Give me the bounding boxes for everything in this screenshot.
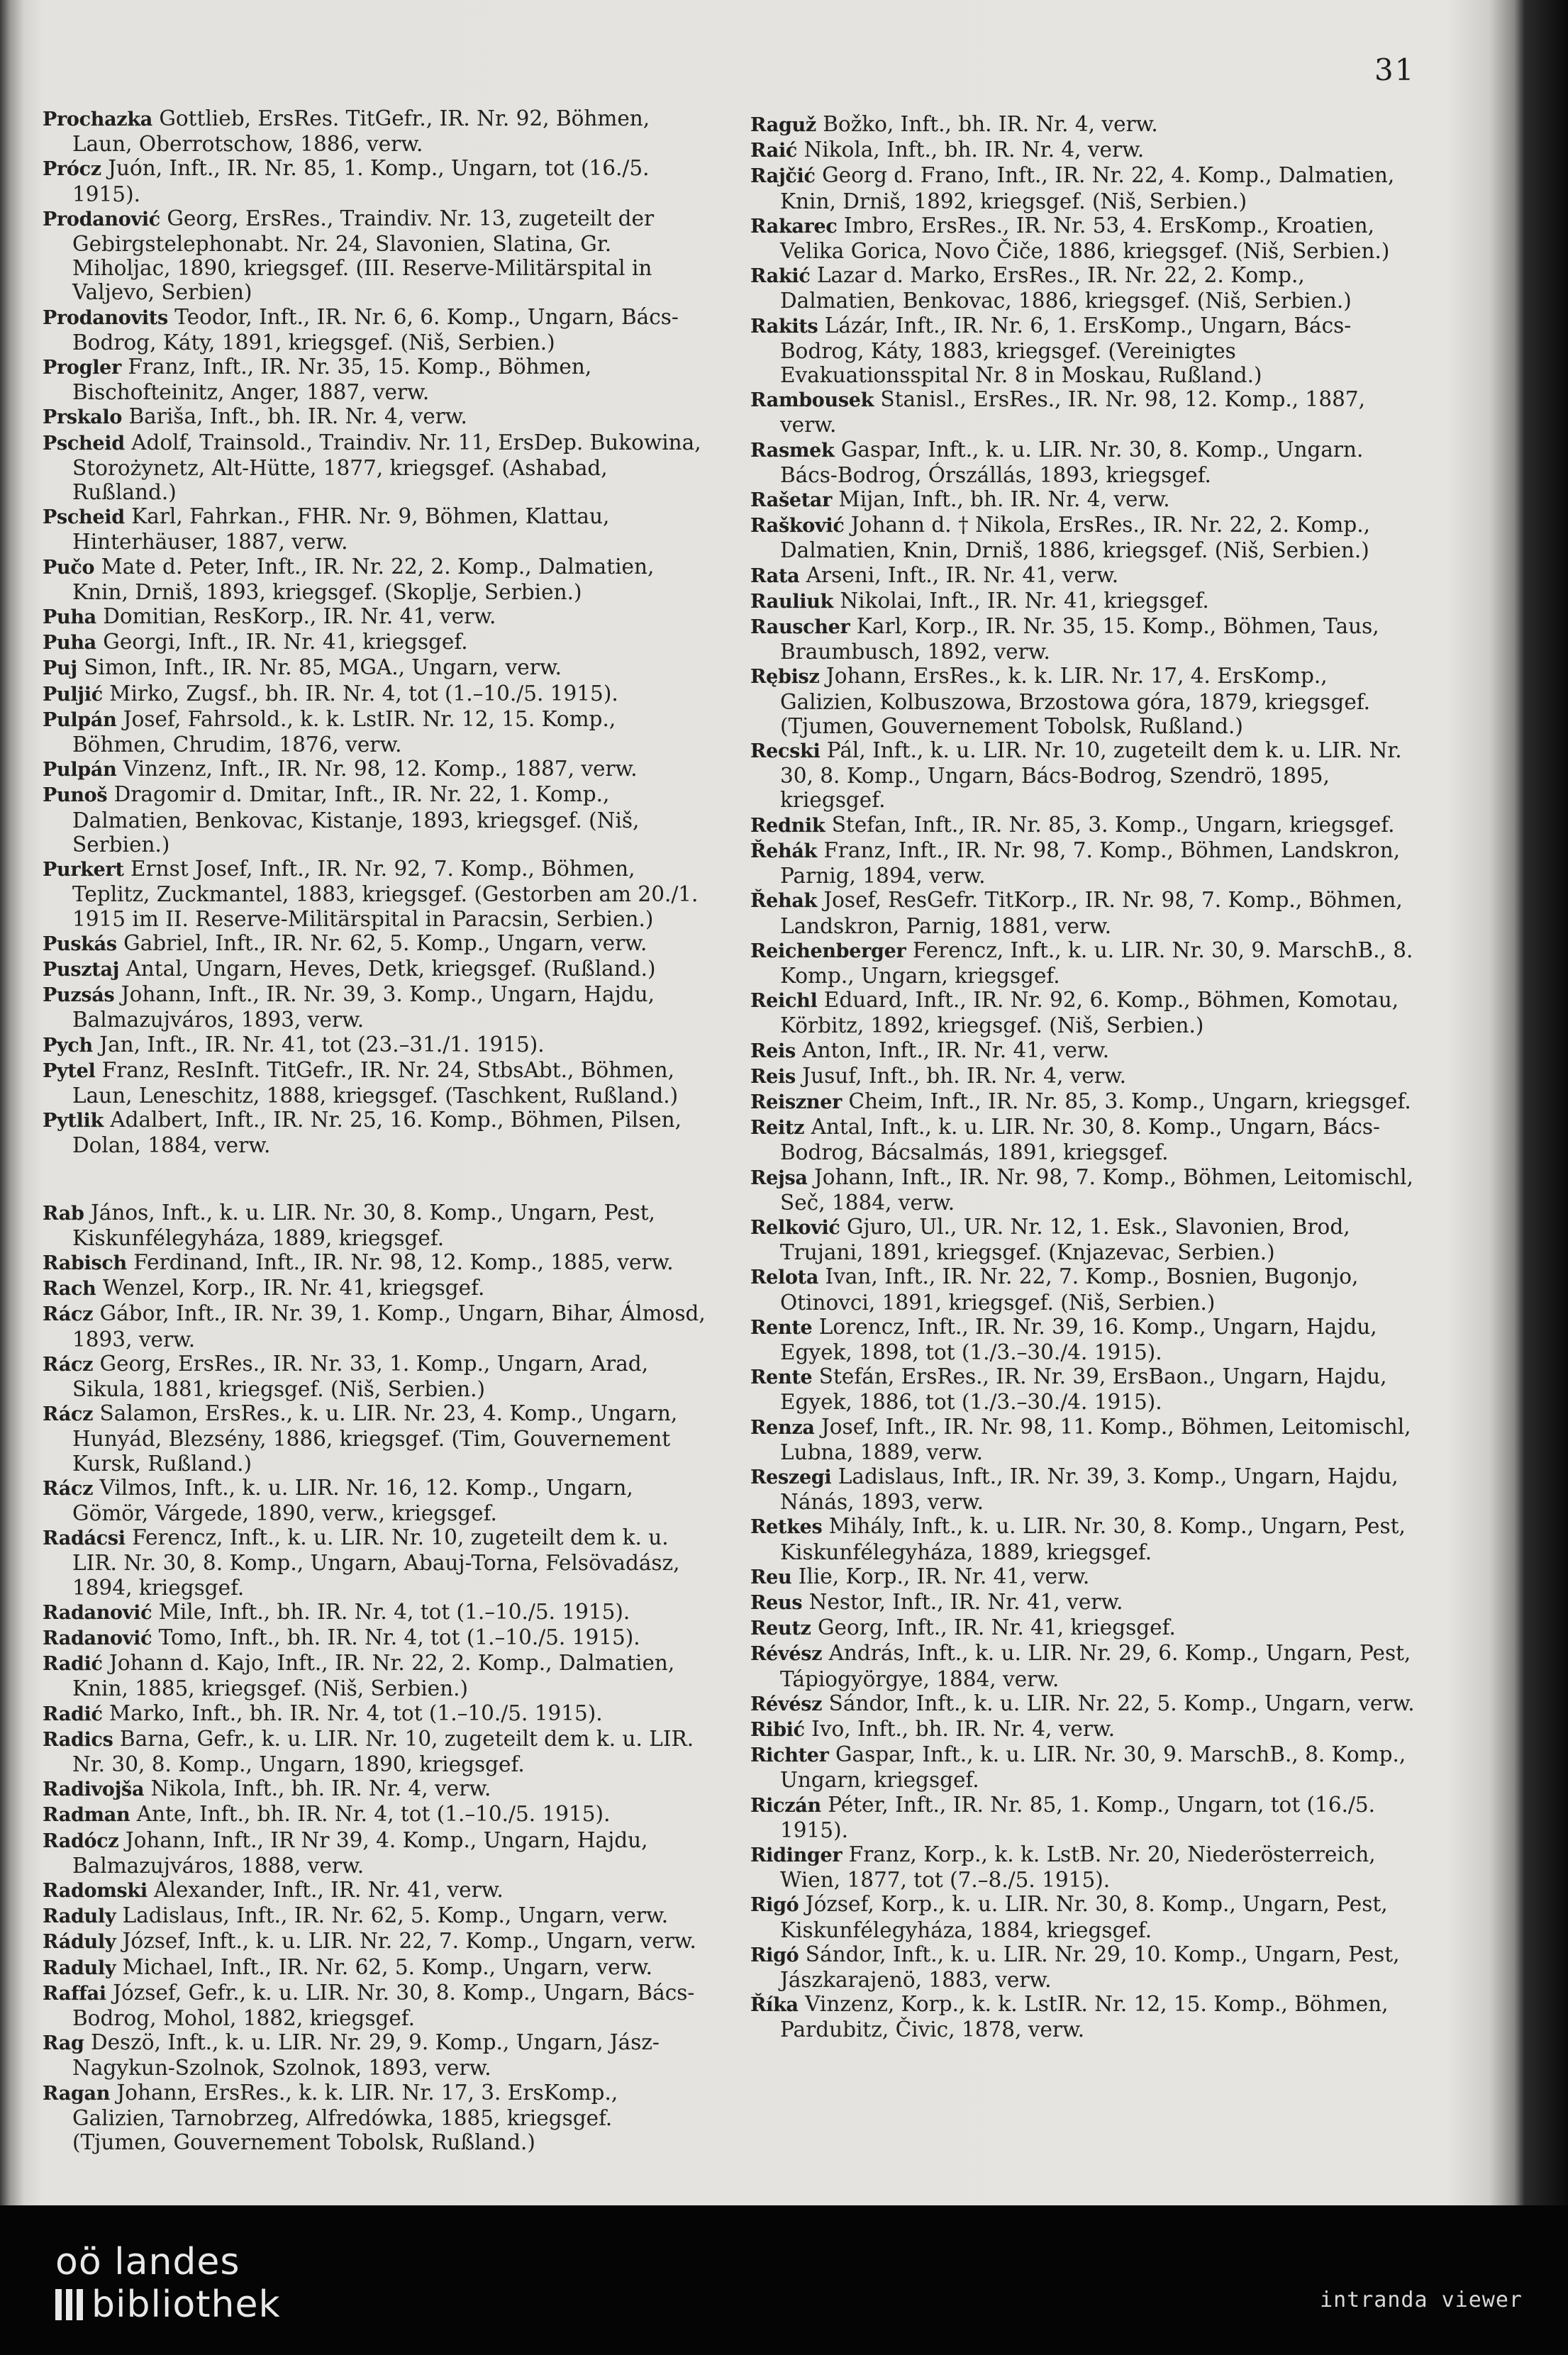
register-entry (43, 931, 713, 957)
entry-details: Sándor, Inft., k. u. LIR. Nr. 29, 10. Komp., Ungarn, Pest, Jászkarajenö, 1883, verw. (780, 1942, 1400, 1993)
entry-details: Dragomir d. Dmitar, Inft., IR. Nr. 22, 1. Komp., Dalmatien, Benkovac, Kistanje, 1893, kriegsgef. (Niš, Serbien.) (72, 782, 640, 857)
entry-surname: Richter (750, 1744, 829, 1767)
entry-details: Barna, Gefr., k. u. LIR. Nr. 10, zugeteilt dem k. u. LIR. Nr. 30, 8. Komp., Ungarn, 1890, kriegsgef. (72, 1726, 694, 1776)
register-entry (750, 1115, 1420, 1164)
entry-surname: Reus (750, 1591, 803, 1614)
entry-details: Ernst Josef, Inft., IR. Nr. 92, 7. Komp., Böhmen, Teplitz, Zuckmantel, 1883, kriegsgef. (Gestorben am 20./1. 1915 im II. Reserve-Militärspital in Paracsin, Serbien.) (72, 857, 699, 931)
entry-surname: Rakits (750, 315, 818, 338)
entry-surname: Pych (43, 1034, 93, 1057)
entry-details: Péter, Inft., IR. Nr. 85, 1. Komp., Ungarn, tot (16./5. 1915). (780, 1792, 1376, 1842)
entry-surname: Rácz (43, 1403, 94, 1426)
entry-surname: Rauscher (750, 616, 850, 639)
entry-details: Juón, Inft., IR. Nr. 85, 1. Komp., Ungarn, tot (16./5. 1915). (72, 156, 650, 206)
entry-surname: Puzsás (43, 984, 115, 1007)
entry-surname: Prskalo (43, 406, 123, 429)
register-entry (43, 604, 713, 630)
right-column (750, 112, 1420, 2042)
entry-surname: Pytlik (43, 1110, 104, 1132)
entry-details: Georg d. Frano, Inft., IR. Nr. 22, 4. Komp., Dalmatien, Knin, Drniš, 1892, kriegsgef. (Niš, Serbien.) (780, 163, 1395, 213)
entry-details: Vilmos, Inft., k. u. LIR. Nr. 16, 12. Komp., Ungarn, Gömör, Várgede, 1890, verw., kriegsgef. (72, 1475, 633, 1525)
register-entry (43, 1955, 713, 1981)
entry-details: Georgi, Inft., IR. Nr. 41, kriegsgef. (103, 630, 468, 655)
entry-details: Mijan, Inft., bh. IR. Nr. 4, verw. (838, 487, 1170, 512)
entry-details: Ferencz, Inft., k. u. LIR. Nr. 30, 9. MarschB., 8. Komp., Ungarn, kriegsgef. (780, 937, 1413, 988)
entry-surname: Radivojša (43, 1778, 145, 1801)
register-entry (43, 2081, 713, 2155)
register-entry (750, 1089, 1420, 1115)
entry-surname: Prócz (43, 158, 101, 181)
register-entry (750, 1464, 1420, 1514)
entry-details: Ante, Inft., bh. IR. Nr. 4, tot (1.–10./5. 1915). (136, 1802, 611, 1827)
entry-surname: Rácz (43, 1353, 94, 1376)
entry-details: Simon, Inft., IR. Nr. 85, MGA., Ungarn, verw. (84, 655, 562, 680)
register-entry (750, 1514, 1420, 1564)
register-entry (43, 1651, 713, 1700)
entry-surname: Purkert (43, 859, 124, 881)
entry-surname: Rácz (43, 1477, 94, 1500)
register-entry (43, 655, 713, 681)
entry-surname: Rabisch (43, 1252, 127, 1274)
entry-details: Johann, Inft., IR Nr 39, 4. Komp., Ungarn, Hajdu, Balmazujváros, 1888, verw. (72, 1827, 648, 1878)
entry-details: Nestor, Inft., IR. Nr. 41, verw. (808, 1589, 1123, 1614)
register-entry (43, 1727, 713, 1776)
register-entry (750, 1415, 1420, 1464)
entry-details: Gottlieb, ErsRes. TitGefr., IR. Nr. 92, Böhmen, Laun, Oberrotschow, 1886, verw. (72, 106, 650, 157)
register-entry (43, 1352, 713, 1401)
register-entry (750, 1315, 1420, 1364)
entry-surname: Puskás (43, 932, 117, 955)
entry-details: Antal, Ungarn, Heves, Detk, kriegsgef. (Rußland.) (126, 956, 656, 981)
register-entry (750, 1842, 1420, 1892)
entry-details: Stefan, Inft., IR. Nr. 85, 3. Komp., Ungarn, kriegsgef. (831, 812, 1395, 837)
entry-surname: Ráduly (43, 1931, 116, 1954)
entry-surname: Révész (750, 1643, 823, 1666)
page-number: 31 (1374, 52, 1416, 87)
entry-details: Josef, Fahrsold., k. k. LstIR. Nr. 12, 15. Komp., Böhmen, Chrudim, 1876, verw. (72, 706, 616, 757)
entry-details: Gaspar, Inft., k. u. LIR. Nr. 30, 9. MarschB., 8. Komp., Ungarn, kriegsgef. (780, 1742, 1406, 1793)
entry-surname: Relota (750, 1266, 819, 1289)
entry-details: Gábor, Inft., IR. Nr. 39, 1. Komp., Ungarn, Bihar, Álmosd, 1893, verw. (72, 1301, 706, 1352)
logo-bars-icon (55, 2289, 83, 2320)
entry-details: Anton, Inft., IR. Nr. 41, verw. (802, 1037, 1110, 1062)
entry-surname: Reu (750, 1566, 792, 1588)
entry-surname: Rajčić (750, 165, 816, 188)
entry-surname: Puha (43, 632, 96, 655)
entry-details: József, Gefr., k. u. LIR. Nr. 30, 8. Komp., Ungarn, Bács-Bodrog, Mohol, 1882, kriegsgef. (72, 1980, 695, 2031)
entry-surname: Rigó (750, 1944, 799, 1966)
logo-row (55, 2283, 281, 2326)
entry-details: Johann, ErsRes., k. k. LIR. Nr. 17, 4. ErsKomp., Galizien, Kolbuszowa, Brzostowa góra, 1879, kriegsgef. (Tjumen, Gouvernement Tobolsk, Rußland.) (780, 664, 1371, 738)
register-entry (750, 1564, 1420, 1590)
entry-surname: Rach (43, 1278, 96, 1301)
entry-surname: Radácsi (43, 1527, 126, 1550)
register-entry (750, 1615, 1420, 1641)
register-entry (750, 813, 1420, 838)
entry-details: Arseni, Inft., IR. Nr. 41, verw. (806, 562, 1119, 587)
entry-surname: Pulpán (43, 708, 117, 731)
register-entry (750, 138, 1420, 163)
register-entry (43, 982, 713, 1032)
register-entry (43, 430, 713, 505)
entry-surname: Prodanovits (43, 306, 168, 329)
entry-surname: Rab (43, 1202, 84, 1225)
register-entry (43, 630, 713, 655)
entry-surname: Rente (750, 1366, 813, 1389)
entry-details: Johann, ErsRes., k. k. LIR. Nr. 17, 3. ErsKomp., Galizien, Tarnobrzeg, Alfredówka, 1885, kriegsgef. (Tjumen, Gouvernement Tobolsk, Rußland.) (72, 2080, 618, 2155)
register-entry (750, 1264, 1420, 1314)
entry-details: Jusuf, Inft., bh. IR. Nr. 4, verw. (802, 1063, 1126, 1088)
register-entry (43, 1802, 713, 1827)
entry-surname: Raduly (43, 1905, 116, 1928)
register-entry (43, 305, 713, 355)
entry-surname: Radócz (43, 1830, 119, 1852)
entry-details: Božko, Inft., bh. IR. Nr. 4, verw. (823, 112, 1158, 136)
entry-details: Antal, Inft., k. u. LIR. Nr. 30, 8. Komp., Ungarn, Bács-Bodrog, Bácsalmás, 1891, kriegsgef. (780, 1115, 1380, 1165)
entry-details: Ferencz, Inft., k. u. LIR. Nr. 10, zugeteilt dem k. u. LIR. Nr. 30, 8. Komp., Ungarn, Abauj-Torna, Felsövadász, 1894, kriegsgef. (72, 1525, 680, 1600)
register-entry (750, 938, 1420, 988)
register-entry (43, 1776, 713, 1802)
entry-details: Johann d. † Nikola, ErsRes., IR. Nr. 22, 2. Komp., Dalmatien, Knin, Drniš, 1886, kriegsgef. (Niš, Serbien.) (780, 513, 1371, 563)
entry-surname: Pscheid (43, 506, 125, 529)
entry-details: Ivan, Inft., IR. Nr. 22, 7. Komp., Bosnien, Bugonjo, Otinovci, 1891, kriegsgef. (Niš, Serbien.) (780, 1264, 1359, 1315)
entry-details: Stanisl., ErsRes., IR. Nr. 98, 12. Komp., 1887, verw. (780, 387, 1366, 438)
entry-surname: Reis (750, 1065, 796, 1088)
entry-details: Franz, ResInft. TitGefr., IR. Nr. 24, StbsAbt., Böhmen, Laun, Leneschitz, 1888, kriegsgef. (Taschkent, Rußland.) (72, 1057, 679, 1108)
entry-surname: Pulpán (43, 759, 117, 781)
page-edge (1525, 0, 1568, 2205)
entry-surname: Rigó (750, 1894, 799, 1917)
entry-surname: Radics (43, 1728, 113, 1751)
entry-surname: Pytel (43, 1059, 96, 1082)
entry-surname: Ragan (43, 2082, 111, 2105)
left-column (43, 106, 713, 2154)
entry-details: Franz, Inft., IR. Nr. 35, 15. Komp., Böhmen, Bischofteinitz, Anger, 1887, verw. (72, 355, 592, 405)
entry-details: Ilie, Korp., IR. Nr. 41, verw. (798, 1564, 1090, 1588)
register-entry (750, 738, 1420, 813)
entry-details: Eduard, Inft., IR. Nr. 92, 6. Komp., Böhmen, Komotau, Körbitz, 1892, kriegsgef. (Niš, Serbien.) (780, 988, 1399, 1038)
register-entry (43, 1201, 713, 1250)
entry-surname: Riczán (750, 1794, 821, 1817)
register-entry (43, 1058, 713, 1108)
entry-surname: Reichl (750, 990, 818, 1013)
entry-details: Nikola, Inft., bh. IR. Nr. 4, verw. (804, 138, 1145, 162)
register-entry (43, 707, 713, 757)
entry-surname: Rębisz (750, 666, 820, 689)
entry-surname: Říka (750, 1994, 799, 2017)
register-entry (750, 1641, 1420, 1691)
entry-surname: Reis (750, 1040, 796, 1062)
register-entry (43, 1903, 713, 1929)
entry-details: Cheim, Inft., IR. Nr. 85, 3. Komp., Ungarn, kriegsgef. (848, 1089, 1411, 1113)
register-entry (750, 563, 1420, 589)
register-entry (750, 163, 1420, 213)
register-entry (43, 1878, 713, 1903)
register-entry (750, 1717, 1420, 1742)
entry-details: Lorencz, Inft., IR. Nr. 39, 16. Komp., Ungarn, Hajdu, Egyek, 1898, tot (1./3.–30./4. 1915). (780, 1314, 1377, 1364)
entry-details: Lázár, Inft., IR. Nr. 6, 1. ErsKomp., Ungarn, Bács-Bodrog, Káty, 1883, kriegsgef. (Vereinigtes Evakuationsspital Nr. 8 in Moskau, Rußland.) (780, 313, 1352, 388)
register-entry (750, 313, 1420, 388)
entry-details: Karl, Fahrkan., FHR. Nr. 9, Böhmen, Klattau, Hinterhäuser, 1887, verw. (72, 504, 610, 555)
entry-surname: Rašetar (750, 489, 833, 512)
entry-details: Ferdinand, Inft., IR. Nr. 98, 12. Komp., 1885, verw. (133, 1249, 674, 1274)
register-entry (43, 782, 713, 857)
register-entry (43, 504, 713, 554)
entry-surname: Prochazka (43, 108, 152, 130)
entry-details: Alexander, Inft., IR. Nr. 41, verw. (154, 1878, 504, 1903)
register-entry (750, 614, 1420, 664)
logo-text-line2: bibliothek (91, 2283, 281, 2326)
register-entry (43, 1625, 713, 1651)
register-entry (43, 355, 713, 404)
entry-surname: Rašković (750, 515, 845, 538)
entry-surname: Raffai (43, 1982, 106, 2005)
entry-surname: Raić (750, 140, 798, 162)
register-entry (43, 2030, 713, 2080)
entry-surname: Révész (750, 1693, 823, 1715)
entry-surname: Reutz (750, 1618, 811, 1640)
entry-surname: Rente (750, 1316, 813, 1339)
entry-details: Nikola, Inft., bh. IR. Nr. 4, verw. (150, 1776, 491, 1801)
register-entry (750, 664, 1420, 738)
entry-surname: Punoš (43, 784, 108, 807)
entry-details: József, Inft., k. u. LIR. Nr. 22, 7. Komp., Ungarn, verw. (122, 1929, 696, 1954)
entry-details: Josef, ResGefr. TitKorp., IR. Nr. 98, 7. Komp., Böhmen, Landskron, Parnig, 1881, verw. (780, 888, 1403, 938)
register-entry (750, 1691, 1420, 1717)
entry-surname: Radić (43, 1653, 103, 1676)
entry-details: Johann, Inft., IR. Nr. 39, 3. Komp., Ungarn, Hajdu, Balmazujváros, 1893, verw. (72, 982, 655, 1032)
entry-surname: Pscheid (43, 432, 125, 455)
viewer-brand-label[interactable]: intranda viewer (1320, 2288, 1523, 2312)
entry-details: Mate d. Peter, Inft., IR. Nr. 22, 2. Komp., Dalmatien, Knin, Drniš, 1893, kriegsgef. (Skoplje, Serbien.) (72, 554, 655, 604)
entry-surname: Ridinger (750, 1844, 843, 1867)
register-entry (750, 1590, 1420, 1615)
entry-details: Pál, Inft., k. u. LIR. Nr. 10, zugeteilt dem k. u. LIR. Nr. 30, 8. Komp., Ungarn, Bács-Bodrog, Szendrö, 1895, kriegsgef. (780, 738, 1402, 813)
entry-surname: Raduly (43, 1956, 116, 1979)
entry-surname: Retkes (750, 1516, 823, 1539)
entry-details: Georg, Inft., IR. Nr. 41, kriegsgef. (817, 1615, 1176, 1640)
register-entry (750, 1038, 1420, 1064)
entry-details: János, Inft., k. u. LIR. Nr. 30, 8. Komp., Ungarn, Pest, Kiskunfélegyháza, 1889, kriegsgef. (72, 1200, 655, 1250)
register-entry (750, 988, 1420, 1037)
entry-surname: Radman (43, 1804, 130, 1827)
entry-details: Karl, Korp., IR. Nr. 35, 15. Komp., Böhmen, Taus, Braumbusch, 1892, verw. (780, 614, 1379, 664)
entry-surname: Progler (43, 357, 121, 379)
entry-details: Mihály, Inft., k. u. LIR. Nr. 30, 8. Komp., Ungarn, Pest, Kiskunfélegyháza, 1889, kriegsgef. (780, 1514, 1406, 1564)
entry-details: Stefán, ErsRes., IR. Nr. 39, ErsBaon., Ungarn, Hajdu, Egyek, 1886, tot (1./3.–30./4. 1915). (780, 1364, 1387, 1415)
entry-surname: Ribić (750, 1719, 805, 1741)
entry-details: Jan, Inft., IR. Nr. 41, tot (23.–31./1. 1915). (99, 1032, 545, 1057)
entry-surname: Rata (750, 564, 800, 587)
entry-surname: Radomski (43, 1880, 148, 1903)
register-entry (43, 1301, 713, 1351)
register-entry (750, 1992, 1420, 2042)
entry-details: Vinzenz, Inft., IR. Nr. 98, 12. Komp., 1887, verw. (123, 757, 638, 781)
register-entry (43, 1276, 713, 1301)
entry-details: Georg, ErsRes., IR. Nr. 33, 1. Komp., Ungarn, Arad, Sikula, 1881, kriegsgef. (Niš, Serbien.) (72, 1351, 649, 1401)
register-entry (43, 1401, 713, 1476)
entry-details: Johann, Inft., IR. Nr. 98, 7. Komp., Böhmen, Leitomischl, Seč, 1884, verw. (780, 1164, 1413, 1215)
entry-surname: Puj (43, 657, 77, 680)
entry-details: József, Korp., k. u. LIR. Nr. 30, 8. Komp., Ungarn, Pest, Kiskunfélegyháza, 1884, kriegsgef. (780, 1892, 1388, 1942)
register-entry (750, 263, 1420, 313)
entry-details: Nikolai, Inft., IR. Nr. 41, kriegsgef. (840, 588, 1209, 613)
entry-details: Imbro, ErsRes., IR. Nr. 53, 4. ErsKomp., Kroatien, Velika Gorica, Novo Čiče, 1886, kriegsgef. (Niš, Serbien.) (780, 213, 1390, 264)
register-entry (43, 957, 713, 982)
entry-details: Adalbert, Inft., IR. Nr. 25, 16. Komp., Böhmen, Pilsen, Dolan, 1884, verw. (72, 1108, 682, 1158)
entry-details: Gabriel, Inft., IR. Nr. 62, 5. Komp., Ungarn, verw. (123, 930, 647, 955)
register-entry (43, 1929, 713, 1954)
entry-details: Mirko, Zugsf., bh. IR. Nr. 4, tot (1.–10./5. 1915). (109, 681, 618, 706)
entry-details: Johann d. Kajo, Inft., IR. Nr. 22, 2. Komp., Dalmatien, Knin, 1885, kriegsgef. (Niš, Serbien.) (72, 1651, 675, 1701)
register-entry (43, 404, 713, 430)
entry-details: Adolf, Trainsold., Traindiv. Nr. 11, ErsDep. Bukowina, Storożynetz, Alt-Hütte, 1877, kriegsgef. (Ashabad, Rußland.) (72, 430, 701, 505)
entry-surname: Reszegi (750, 1466, 832, 1488)
entry-surname: Rakić (750, 265, 811, 288)
entry-details: Bariša, Inft., bh. IR. Nr. 4, verw. (128, 404, 467, 429)
entry-surname: Reichenberger (750, 940, 906, 962)
entry-surname: Relković (750, 1216, 840, 1239)
register-entry (750, 1942, 1420, 1992)
entry-details: Tomo, Inft., bh. IR. Nr. 4, tot (1.–10./5. 1915). (158, 1625, 640, 1649)
register-entry (750, 387, 1420, 437)
entry-surname: Reitz (750, 1117, 805, 1140)
register-entry (750, 589, 1420, 614)
register-entry (750, 213, 1420, 263)
entry-details: Georg, ErsRes., Traindiv. Nr. 13, zugeteilt der Gebirgstelephonabt. Nr. 24, Slavonien, Slatina, Gr. Miholjac, 1890, kriegsgef. (III. Reserve-Militärspital in Valjevo, Serbien) (72, 206, 655, 305)
register-entry (750, 112, 1420, 138)
register-entry (43, 1600, 713, 1625)
register-entry (43, 1108, 713, 1157)
logo-text-line1: oö landes (55, 2241, 240, 2283)
entry-details: Gjuro, Ul., UR. Nr. 12, 1. Esk., Slavonien, Brod, Trujani, 1891, kriegsgef. (Knjazevac, Serbien.) (780, 1214, 1350, 1265)
entry-surname: Rednik (750, 814, 825, 837)
entry-surname: Pučo (43, 556, 95, 579)
library-logo[interactable] (55, 2241, 281, 2326)
entry-surname: Reiszner (750, 1091, 843, 1113)
register-entry (750, 888, 1420, 937)
entry-surname: Řehák (750, 840, 817, 862)
register-entry (750, 1892, 1420, 1942)
register-entry (750, 1165, 1420, 1215)
entry-surname: Rag (43, 2032, 84, 2055)
register-entry (43, 1250, 713, 1276)
register-entry (43, 1981, 713, 2030)
register-entry (43, 555, 713, 604)
entry-surname: Puha (43, 606, 96, 629)
entry-surname: Rasmek (750, 439, 835, 462)
register-entry (43, 106, 713, 156)
register-entry (43, 857, 713, 931)
register-entry (43, 206, 713, 305)
entry-details: Ladislaus, Inft., IR. Nr. 39, 3. Komp., Ungarn, Hajdu, Nánás, 1893, verw. (780, 1464, 1399, 1515)
section-gap (43, 1158, 713, 1201)
entry-surname: Radanović (43, 1627, 152, 1649)
entry-surname: Radanović (43, 1601, 152, 1624)
entry-surname: Raguž (750, 114, 816, 136)
entry-details: Gaspar, Inft., k. u. LIR. Nr. 30, 8. Komp., Ungarn. Bács-Bodrog, Órszállás, 1893, kriegsgef. (780, 437, 1364, 487)
entry-details: Salamon, ErsRes., k. u. LIR. Nr. 23, 4. Komp., Ungarn, Hunyád, Blezsény, 1886, kriegsgef. (Tim, Gouvernement Kursk, Rußland.) (72, 1401, 678, 1476)
register-entry (750, 1064, 1420, 1089)
entry-details: Ivo, Inft., bh. IR. Nr. 4, verw. (811, 1717, 1116, 1741)
entry-surname: Pusztaj (43, 958, 120, 981)
entry-details: Domitian, ResKorp., IR. Nr. 41, verw. (103, 604, 496, 629)
entry-surname: Rejsa (750, 1167, 808, 1189)
register-entry (43, 1525, 713, 1600)
register-entry (750, 1215, 1420, 1264)
register-entry (43, 681, 713, 707)
entry-details: Marko, Inft., bh. IR. Nr. 4, tot (1.–10./5. 1915). (109, 1700, 603, 1725)
register-entry (43, 1828, 713, 1878)
entry-details: Sándor, Inft., k. u. LIR. Nr. 22, 5. Komp., Ungarn, verw. (828, 1691, 1415, 1715)
entry-surname: Prodanović (43, 208, 160, 230)
entry-details: Franz, Inft., IR. Nr. 98, 7. Komp., Böhmen, Landskron, Parnig, 1894, verw. (780, 837, 1401, 889)
register-entry (43, 1476, 713, 1525)
register-entry (43, 757, 713, 782)
entry-surname: Puljić (43, 683, 103, 706)
register-entry (43, 1032, 713, 1058)
entry-surname: Recski (750, 740, 821, 763)
register-entry (750, 1364, 1420, 1414)
entry-details: Josef, Inft., IR. Nr. 98, 11. Komp., Böhmen, Leitomischl, Lubna, 1889, verw. (780, 1414, 1411, 1464)
entry-surname: Rakarec (750, 215, 838, 238)
entry-details: András, Inft., k. u. LIR. Nr. 29, 6. Komp., Ungarn, Pest, Tápiogyörgye, 1884, verw. (780, 1641, 1411, 1691)
entry-surname: Rácz (43, 1303, 94, 1326)
entry-surname: Rauliuk (750, 590, 833, 613)
entry-surname: Řehak (750, 890, 817, 913)
entry-details: Ladislaus, Inft., IR. Nr. 62, 5. Komp., Ungarn, verw. (122, 1903, 669, 1928)
entry-details: Wenzel, Korp., IR. Nr. 41, kriegsgef. (102, 1276, 485, 1301)
register-entry (43, 1701, 713, 1727)
entry-details: Deszö, Inft., k. u. LIR. Nr. 29, 9. Komp., Ungarn, Jász-Nagykun-Szolnok, Szolnok, 1893, verw. (72, 2030, 660, 2081)
register-entry (750, 1793, 1420, 1842)
register-entry (43, 156, 713, 206)
register-entry (750, 1742, 1420, 1792)
entry-details: Franz, Korp., k. k. LstB. Nr. 20, Niederösterreich, Wien, 1877, tot (7.–8./5. 1915). (780, 1842, 1376, 1893)
entry-surname: Radić (43, 1703, 103, 1725)
entry-details: Teodor, Inft., IR. Nr. 6, 6. Komp., Ungarn, Bács-Bodrog, Káty, 1891, kriegsgef. (Niš, Serbien.) (72, 304, 679, 355)
entry-details: Lazar d. Marko, ErsRes., IR. Nr. 22, 2. Komp., Dalmatien, Benkovac, 1886, kriegsgef. (Niš, Serbien.) (780, 263, 1352, 313)
entry-details: Mile, Inft., bh. IR. Nr. 4, tot (1.–10./5. 1915). (158, 1599, 630, 1624)
entry-details: Vinzenz, Korp., k. k. LstIR. Nr. 12, 15. Komp., Böhmen, Pardubitz, Čivic, 1878, verw. (780, 1992, 1389, 2042)
entry-details: Michael, Inft., IR. Nr. 62, 5. Komp., Ungarn, verw. (122, 1954, 652, 1979)
register-entry (750, 487, 1420, 513)
entry-surname: Renza (750, 1416, 815, 1439)
register-entry (750, 838, 1420, 888)
register-entry (750, 438, 1420, 487)
register-entry (750, 513, 1420, 562)
entry-surname: Rambousek (750, 389, 874, 412)
